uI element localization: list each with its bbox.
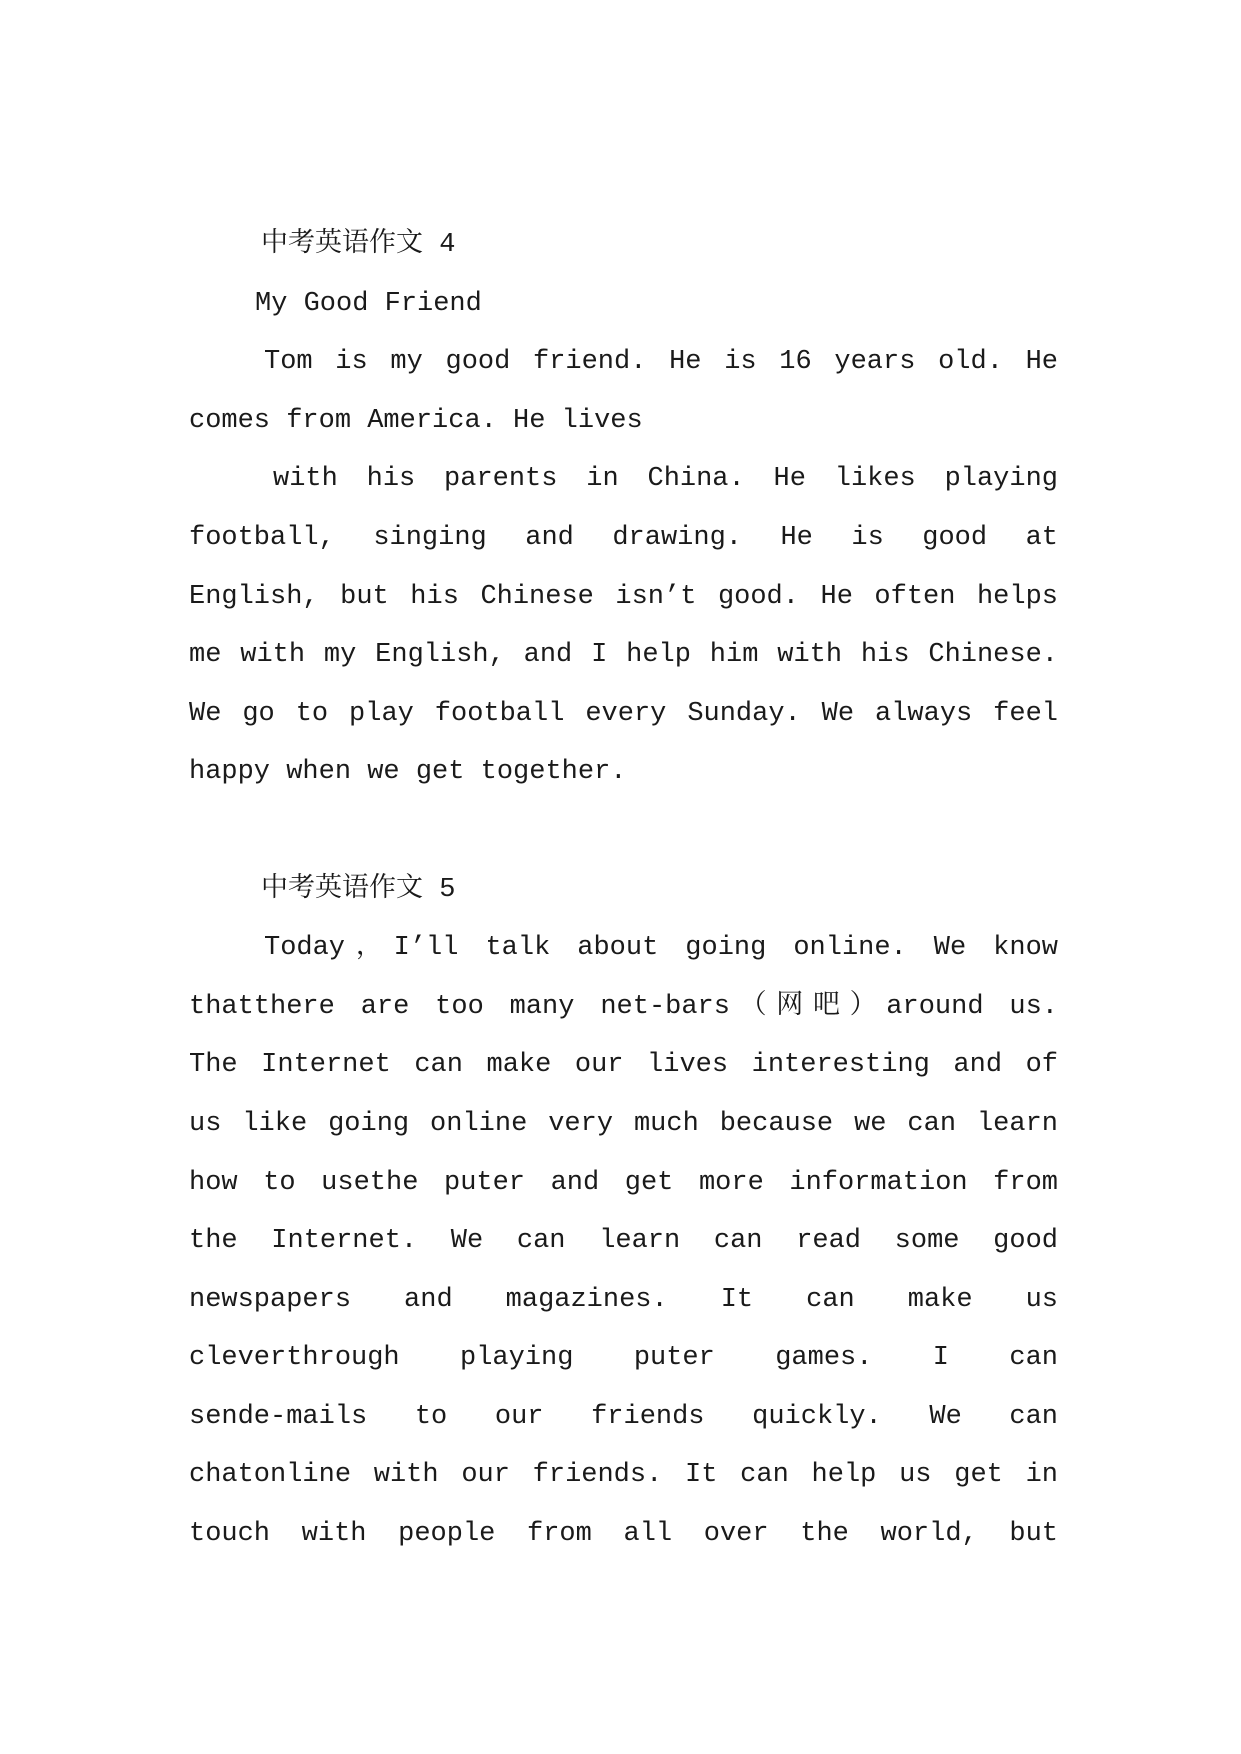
essay-heading: 中考英语作文 5	[261, 874, 456, 905]
paragraph-line: chatonline with our friends. It can help us get in	[189, 1460, 1058, 1491]
blank-line	[189, 802, 1058, 861]
paragraph-line: Tom is my good friend. He is 16 years old. He	[264, 347, 1058, 378]
paragraph	[189, 333, 1058, 450]
paragraph	[189, 450, 1058, 802]
paragraph-line: cleverthrough playing puter games. I can	[189, 1343, 1058, 1374]
paragraph-line: We go to play football every Sunday. We always feel	[189, 698, 1058, 729]
paragraph-line: comes from America. He lives	[189, 405, 643, 436]
paragraph-line: newspapers and magazines. It can make us	[189, 1284, 1058, 1315]
paragraph-line: thatthere are too many net-bars（网吧）around us.	[189, 991, 1058, 1022]
essay-heading: 中考英语作文 4	[261, 230, 456, 260]
paragraph	[189, 919, 1058, 1564]
paragraph-line: touch with people from all over the world, but	[189, 1519, 1058, 1550]
paragraph-line: how to usethe puter and get more information from	[189, 1167, 1058, 1198]
paragraph-line: Today，I’ll talk about going online. We know	[264, 933, 1058, 964]
paragraph-line: sende-mails to our friends quickly. We can	[189, 1401, 1058, 1432]
paragraph-line: with his parents in China. He likes playing	[273, 464, 1058, 495]
paragraph-line: the Internet. We can learn can read some good	[189, 1226, 1058, 1257]
paragraph-line: English, but his Chinese isn’t good. He often helps	[189, 581, 1058, 612]
paragraph-line: happy when we get together.	[189, 757, 627, 788]
paragraph-line: football, singing and drawing. He is good at	[189, 522, 1058, 553]
paragraph-line: The Internet can make our lives interesting and of	[189, 1050, 1058, 1081]
essay-title: My Good Friend	[255, 288, 482, 319]
paragraph-line: me with my English, and I help him with his Chinese.	[189, 640, 1058, 671]
paragraph-line: us like going online very much because we can learn	[189, 1108, 1058, 1139]
document-body	[189, 216, 1058, 1564]
